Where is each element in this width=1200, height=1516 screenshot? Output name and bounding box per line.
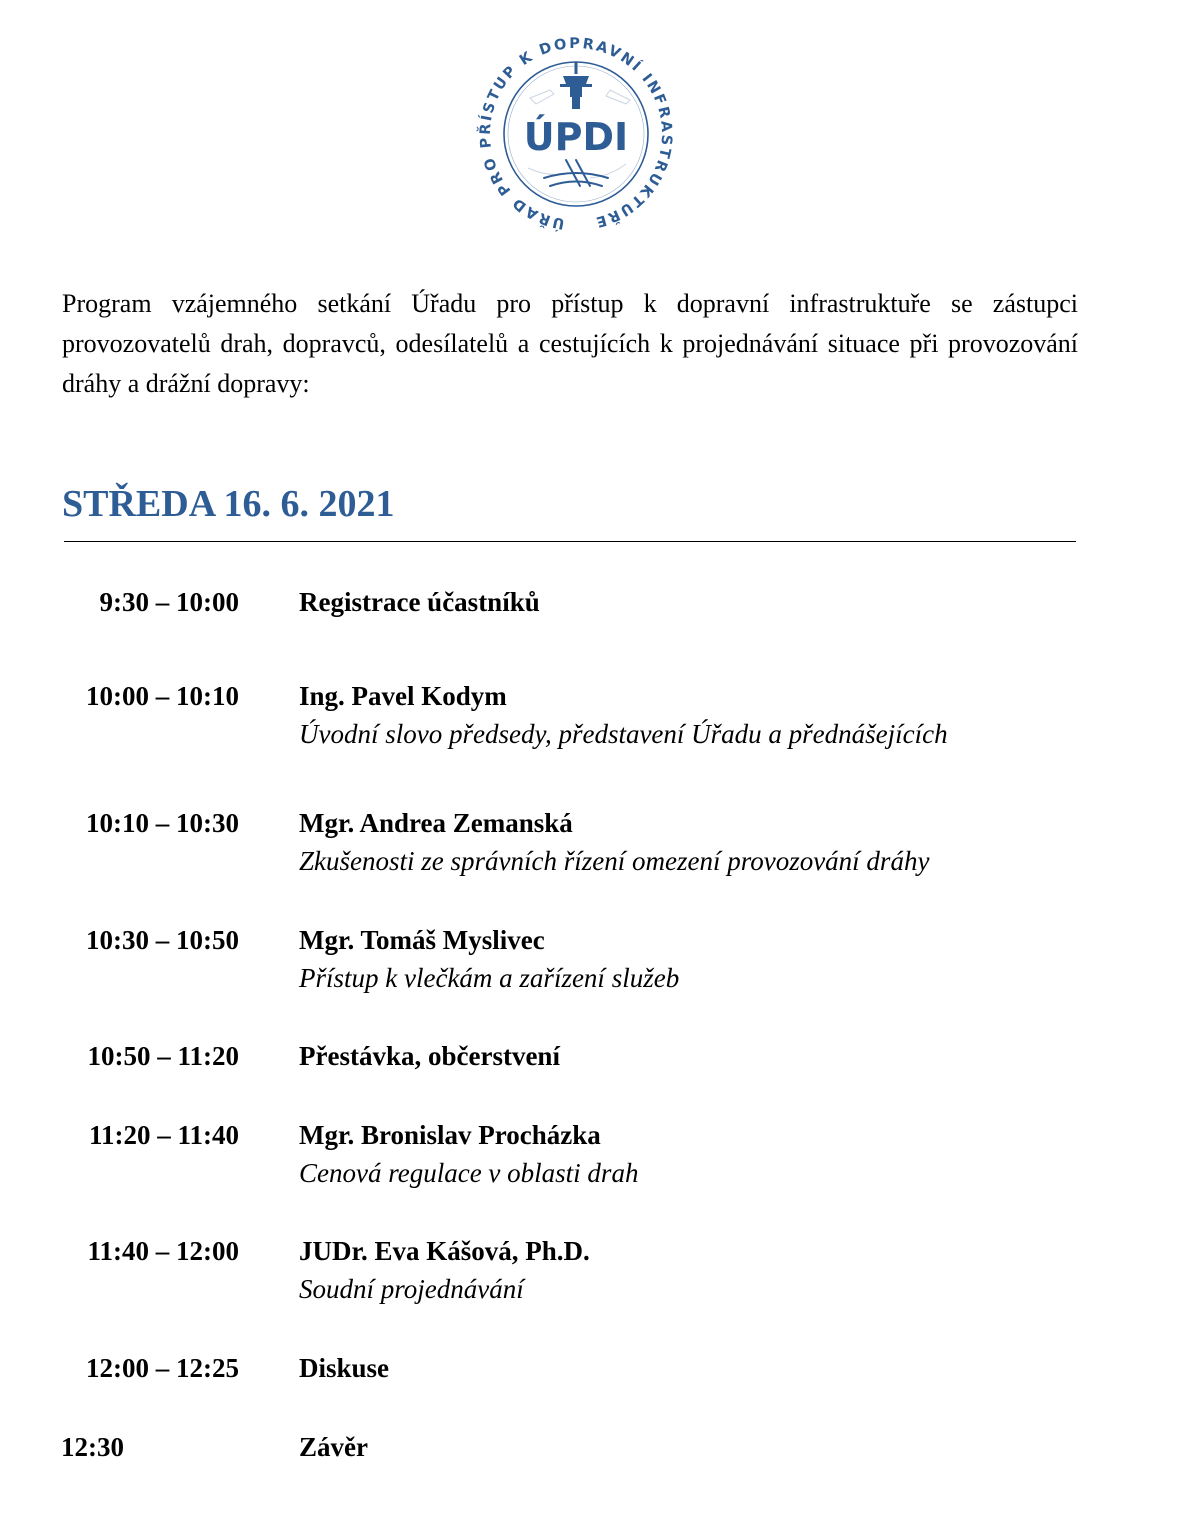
talk-topic: Přístup k vlečkám a zařízení služeb xyxy=(299,963,680,993)
talk-topic: Úvodní slovo předsedy, představení Úřadu a přednášejících xyxy=(299,719,948,749)
schedule-title: Registrace účastníků xyxy=(299,587,540,617)
schedule-title: Diskuse xyxy=(299,1353,390,1383)
heading-divider xyxy=(64,541,1076,542)
schedule-title: Přestávka, občerstvení xyxy=(299,1041,560,1071)
schedule-time: 12:00 – 12:25 xyxy=(86,1353,239,1383)
schedule-time: 10:50 – 11:20 xyxy=(87,1041,239,1071)
talk-topic: Cenová regulace v oblasti drah xyxy=(299,1158,639,1188)
schedule-time: 10:30 – 10:50 xyxy=(86,925,239,955)
schedule-time: 9:30 – 10:00 xyxy=(99,587,239,617)
tower-icon xyxy=(560,62,592,109)
speaker-name: Ing. Pavel Kodym xyxy=(299,681,507,711)
speaker-name: Mgr. Tomáš Myslivec xyxy=(299,925,545,955)
schedule-time: 11:40 – 12:00 xyxy=(87,1236,239,1266)
schedule-time: 11:20 – 11:40 xyxy=(88,1120,239,1150)
logo-ring-text: ÚŘAD PRO PŘÍSTUP K DOPRAVNÍ INFRASTRUKTUŘE xyxy=(477,35,675,232)
schedule-time: 10:00 – 10:10 xyxy=(86,681,239,711)
speaker-name: Mgr. Andrea Zemanská xyxy=(299,808,573,838)
schedule-title: Závěr xyxy=(299,1432,368,1462)
intro-paragraph: Program vzájemného setkání Úřadu pro přístup k dopravní infrastruktuře se zástupci provozovatelů drah, dopravců, odesílatelů a cestujících k projednávání situace při provozování dráhy a drážní dopravy: xyxy=(62,289,1078,398)
speaker-name: Mgr. Bronislav Procházka xyxy=(299,1120,601,1150)
talk-topic: Soudní projednávání xyxy=(299,1274,524,1304)
logo-acronym: ÚPDI xyxy=(523,115,629,159)
rails-icon xyxy=(544,160,608,186)
day-heading: STŘEDA 16. 6. 2021 xyxy=(62,483,395,525)
schedule-time: 10:10 – 10:30 xyxy=(86,808,239,838)
talk-topic: Zkušenosti ze správních řízení omezení provozování dráhy xyxy=(299,846,930,876)
updi-logo xyxy=(470,28,682,240)
speaker-name: JUDr. Eva Kášová, Ph.D. xyxy=(299,1236,590,1266)
schedule-time: 12:30 xyxy=(61,1432,124,1462)
